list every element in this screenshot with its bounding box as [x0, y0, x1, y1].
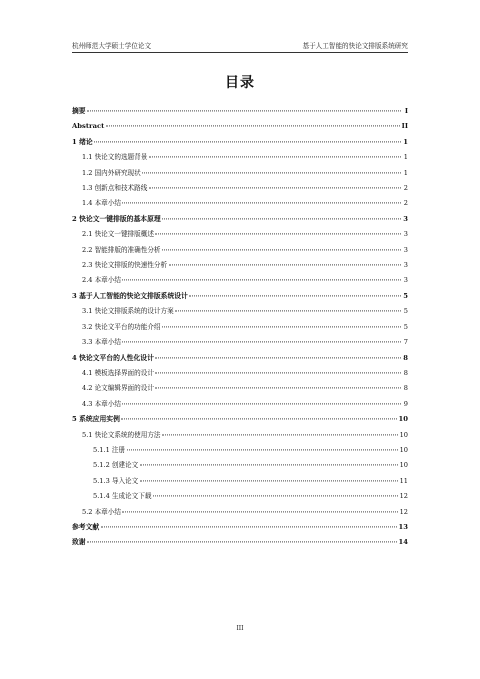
- toc-dot-leader: [122, 511, 398, 512]
- toc-dot-leader: [155, 388, 400, 389]
- header-right: 基于人工智能的快论文排版系统研究: [302, 42, 408, 50]
- toc-dot-leader: [169, 264, 401, 265]
- toc-entry[interactable]: [72, 443, 408, 458]
- toc-entry-page: 11: [399, 476, 408, 485]
- toc-entry-label: 3.2 快论文平台的功能介绍: [82, 322, 161, 331]
- toc-entry-page: 8: [403, 368, 408, 377]
- toc-entry-label: 2.3 快论文排版的快速性分析: [82, 261, 168, 270]
- toc-entry-page: 3: [403, 276, 408, 285]
- toc-entry-label: 5.1.2 创建论文: [93, 461, 139, 470]
- toc-dot-leader: [101, 526, 397, 527]
- header-rule: [72, 52, 408, 53]
- toc-entry[interactable]: [72, 243, 408, 258]
- toc-entry-page: 7: [403, 338, 408, 347]
- toc-entry-page: 9: [403, 399, 408, 408]
- toc-entry-page: 3: [403, 245, 408, 254]
- toc-entry-page: 5: [403, 291, 408, 300]
- toc-entry-page: 3: [403, 230, 408, 239]
- table-of-contents: [72, 104, 408, 551]
- toc-dot-leader: [162, 218, 400, 219]
- toc-entry-page: 10: [399, 445, 408, 454]
- toc-dot-leader: [140, 480, 398, 481]
- toc-entry-page: 10: [399, 461, 408, 470]
- toc-dot-leader: [122, 403, 400, 404]
- toc-dot-leader: [162, 326, 400, 327]
- toc-dot-leader: [162, 434, 398, 435]
- toc-dot-leader: [155, 234, 400, 235]
- toc-dot-leader: [121, 419, 397, 420]
- toc-entry[interactable]: [72, 381, 408, 396]
- toc-entry-page: 1: [403, 153, 408, 162]
- toc-entry[interactable]: [72, 166, 408, 181]
- toc-dot-leader: [155, 372, 400, 373]
- toc-entry[interactable]: [72, 258, 408, 273]
- toc-dot-leader: [140, 465, 398, 466]
- toc-entry[interactable]: [72, 273, 408, 288]
- toc-entry-label: 1.2 国内外研究现状: [82, 168, 141, 177]
- toc-title: 目录: [225, 75, 255, 91]
- toc-entry-label: 摘要: [72, 107, 86, 115]
- toc-dot-leader: [153, 496, 398, 497]
- toc-entry-page: I: [404, 107, 408, 115]
- toc-entry[interactable]: [72, 119, 408, 134]
- toc-entry-label: 3.1 快论文排版系统的设计方案: [82, 307, 174, 316]
- toc-entry[interactable]: [72, 351, 408, 366]
- toc-entry-label: 参考文献: [72, 522, 100, 531]
- toc-entry[interactable]: [72, 135, 408, 150]
- toc-entry[interactable]: [72, 397, 408, 412]
- toc-dot-leader: [122, 341, 400, 342]
- toc-entry-label: 4.1 模板选择界面的设计: [82, 368, 154, 377]
- toc-entry[interactable]: [72, 104, 408, 119]
- toc-entry[interactable]: [72, 335, 408, 350]
- toc-dot-leader: [127, 449, 399, 450]
- toc-entry[interactable]: [72, 212, 408, 227]
- toc-entry-page: 12: [399, 507, 408, 516]
- toc-entry-page: 10: [398, 415, 408, 424]
- toc-entry-label: 5.1.3 导入论文: [93, 476, 139, 485]
- toc-entry[interactable]: [72, 320, 408, 335]
- toc-entry-page: 14: [398, 538, 408, 547]
- toc-entry-page: 1: [403, 168, 408, 177]
- toc-entry-label: 2.1 快论文一键排版概述: [82, 230, 154, 239]
- toc-entry-label: 1.1 快论文的选题背景: [82, 153, 148, 162]
- page-number: III: [236, 625, 244, 632]
- toc-dot-leader: [155, 357, 400, 358]
- toc-entry[interactable]: [72, 227, 408, 242]
- toc-entry-label: 4.2 论文编辑界面的设计: [82, 384, 154, 393]
- toc-dot-leader: [87, 110, 400, 111]
- toc-entry[interactable]: [72, 474, 408, 489]
- toc-entry-page: 10: [399, 430, 408, 439]
- toc-entry[interactable]: [72, 489, 408, 504]
- toc-entry-page: 2: [403, 199, 408, 208]
- toc-entry[interactable]: [72, 196, 408, 211]
- toc-entry-page: 8: [403, 384, 408, 393]
- toc-entry-label: 1 绪论: [72, 137, 93, 146]
- toc-dot-leader: [175, 311, 400, 312]
- toc-dot-leader: [189, 295, 400, 296]
- toc-entry-label: 3 基于人工智能的快论文排版系统设计: [72, 291, 188, 300]
- toc-dot-leader: [94, 141, 400, 142]
- toc-dot-leader: [149, 187, 401, 188]
- toc-entry[interactable]: [72, 304, 408, 319]
- toc-entry-page: 3: [403, 214, 408, 223]
- toc-dot-leader: [162, 249, 400, 250]
- toc-entry-page: 12: [399, 492, 408, 501]
- toc-entry-label: 2.4 本章小结: [82, 276, 121, 285]
- toc-entry[interactable]: [72, 366, 408, 381]
- header-left: 杭州师范大学硕士学位论文: [72, 42, 152, 50]
- toc-dot-leader: [106, 126, 400, 127]
- toc-entry[interactable]: [72, 181, 408, 196]
- toc-entry[interactable]: [72, 289, 408, 304]
- toc-entry-label: 1.3 创新点和技术路线: [82, 184, 148, 193]
- toc-entry[interactable]: [72, 520, 408, 535]
- toc-entry-label: 4.3 本章小结: [82, 399, 121, 408]
- toc-dot-leader: [122, 203, 400, 204]
- toc-entry[interactable]: [72, 412, 408, 427]
- toc-entry-page: 13: [398, 522, 408, 531]
- toc-entry[interactable]: [72, 458, 408, 473]
- toc-entry-label: 1.4 本章小结: [82, 199, 121, 208]
- toc-dot-leader: [149, 157, 401, 158]
- toc-entry-label: 致谢: [72, 538, 86, 547]
- toc-entry-page: 8: [403, 353, 408, 362]
- toc-entry-page: II: [401, 122, 408, 131]
- toc-dot-leader: [87, 542, 397, 543]
- toc-entry-label: 2 快论文一键排版的基本原理: [72, 214, 161, 223]
- toc-entry-label: 4 快论文平台的人性化设计: [72, 353, 154, 362]
- toc-entry-label: 5.1.1 注册: [93, 445, 126, 454]
- toc-entry[interactable]: [72, 150, 408, 165]
- toc-entry-page: 3: [403, 261, 408, 270]
- toc-entry-page: 1: [403, 137, 408, 146]
- toc-entry[interactable]: [72, 428, 408, 443]
- toc-entry-label: 3.3 本章小结: [82, 338, 121, 347]
- toc-entry-label: 2.2 智能排版的准确性分析: [82, 245, 161, 254]
- toc-entry-label: 5.1 快论文系统的使用方法: [82, 430, 161, 439]
- toc-entry-label: 5 系统应用实例: [72, 415, 120, 424]
- toc-entry-page: 5: [403, 307, 408, 316]
- toc-entry-label: 5.2 本章小结: [82, 507, 121, 516]
- running-header: [72, 40, 408, 50]
- toc-entry-page: 2: [403, 184, 408, 193]
- toc-entry-label: Abstract: [72, 122, 105, 131]
- toc-entry[interactable]: [72, 535, 408, 550]
- toc-entry[interactable]: [72, 505, 408, 520]
- toc-entry-label: 5.1.4 生成论文下载: [93, 492, 152, 501]
- toc-dot-leader: [142, 172, 400, 173]
- toc-entry-page: 5: [403, 322, 408, 331]
- toc-dot-leader: [122, 280, 400, 281]
